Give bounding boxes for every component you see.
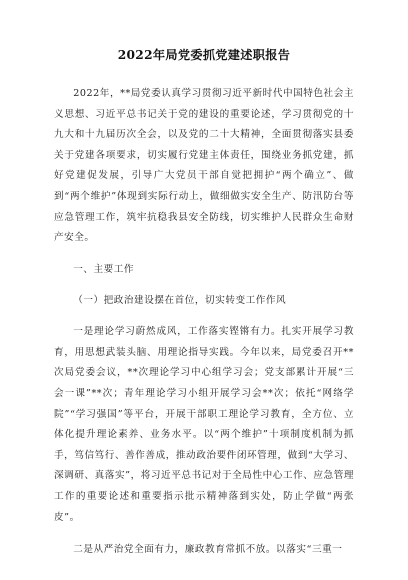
document-title: 2022年局党委抓党建述职报告 bbox=[117, 48, 291, 62]
section-heading: 一、主要工作 bbox=[73, 264, 135, 276]
continued-paragraph: 二是从严治党全面有力，廉政教育常抓不放。以落实“三重一 bbox=[73, 543, 343, 555]
subsection-heading: （一）把政治建设摆在首位，切实转变工作作风 bbox=[73, 295, 287, 307]
body-paragraph: 一是理论学习蔚然成风，工作落实铿锵有力。扎实开展学习教育，用思想武装头脑、用理论指导实践。今年以来，局党委召开**次局党委会议，**次理论学习中心组学习会；党支部累计开展“三会一课”**次；青年理论学习小组开展学习会**次；依托“网络学院”“学习强国”等平台，开展干部职工理论学习教育，全方位、立体化提升理论素养、业务水平。以“两个维护”十项制度机制为抓手，笃信笃行、善作善成，推动政治要件闭环管理，做到“大学习、深调研、真落实”，将习近平总书记对于全局性中心工作、应急管理工作的重要论述和重要指示批示精神落到实处，防止学做“两张皮”。 bbox=[54, 326, 354, 523]
intro-paragraph: 2022年，**局党委认真学习贯彻习近平新时代中国特色社会主义思想、习近平总书记关于党的建设的重要论述，学习贯彻党的十九大和十九届历次全会，以及党的二十大精神，全面贯彻落实县委关于党建各项要求，切实履行党建主体责任，围绕业务抓党建，抓好党建促发展，引导广大党员干部自觉把拥护“两个确立”、做到“两个维护”体现到实际行动上，做细做实安全生产、防汛防台等应急管理工作，筑牢抗稳我县安全防线，切实维护人民群众生命财产安全。 bbox=[54, 88, 354, 244]
